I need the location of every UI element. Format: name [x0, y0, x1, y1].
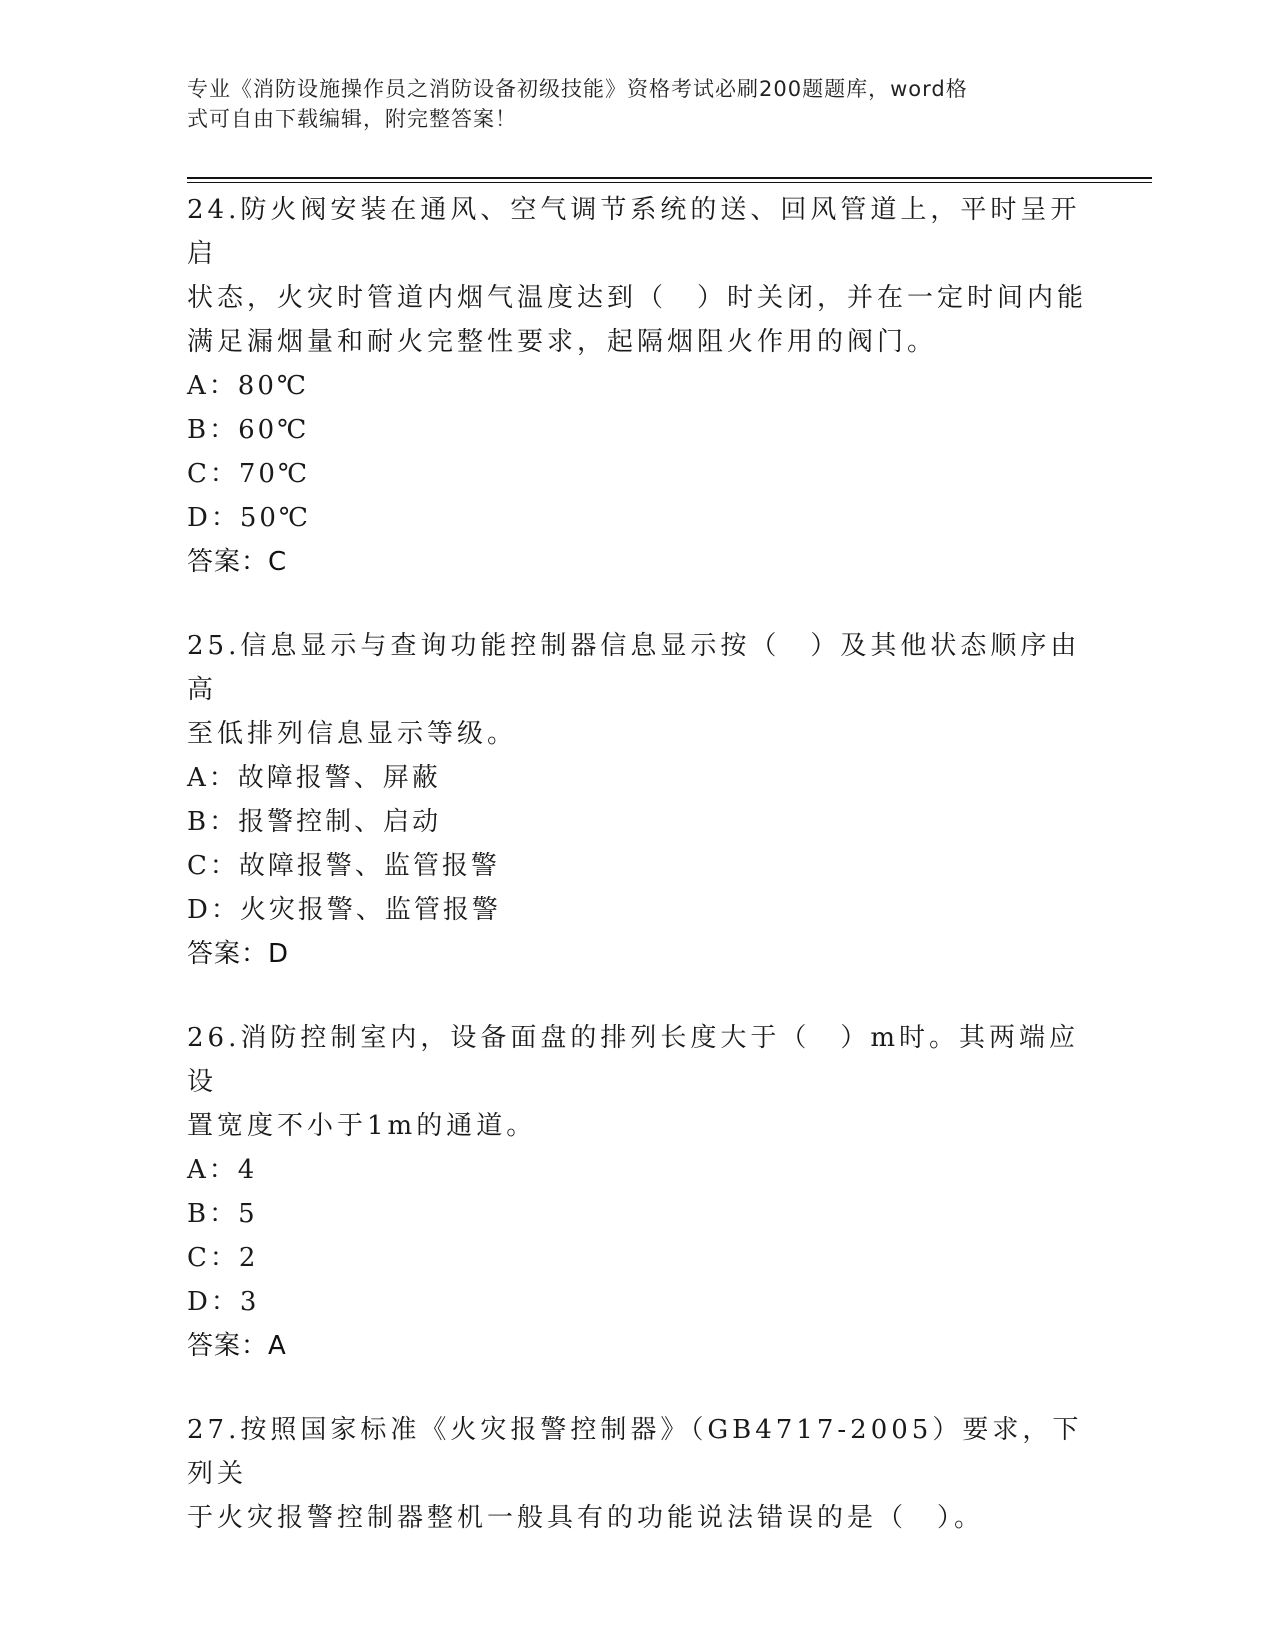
question-26: [187, 1016, 1087, 1368]
option-c: C：2: [187, 1243, 259, 1273]
stem-line: 状态，火灾时管道内烟气温度达到（ ）时关闭，并在一定时间内能: [187, 283, 1088, 313]
option-b: B：5: [187, 1199, 258, 1229]
stem-line: 满足漏烟量和耐火完整性要求，起隔烟阻火作用的阀门。: [187, 327, 938, 357]
stem-line: 至低排列信息显示等级。: [187, 719, 518, 749]
option-c: C：故障报警、监管报警: [187, 851, 500, 881]
option-b: B：报警控制、启动: [187, 807, 442, 837]
stem-line: 置宽度不小于1m的通道。: [187, 1111, 537, 1141]
option-d: D：火灾报警、监管报警: [187, 895, 501, 925]
header-line-1: 专业《消防设施操作员之消防设备初级技能》资格考试必刷200题题库，word格: [187, 77, 968, 101]
stem-line: 25.信息显示与查询功能控制器信息显示按（ ）及其他状态顺序由高: [187, 631, 1081, 705]
stem-line: 于火灾报警控制器整机一般具有的功能说法错误的是（ ）。: [187, 1503, 985, 1533]
answer: 答案：D: [187, 939, 290, 969]
header-divider-thin: [187, 182, 1152, 183]
stem-line: 24.防火阀安装在通风、空气调节系统的送、回风管道上，平时呈开启: [187, 195, 1081, 269]
stem-line: 26.消防控制室内，设备面盘的排列长度大于（ ）m时。其两端应设: [187, 1023, 1080, 1097]
option-a: A：80℃: [187, 371, 309, 401]
header-line-2: 式可自由下载编辑，附完整答案！: [187, 107, 517, 131]
option-d: D：50℃: [187, 503, 312, 533]
option-a: A：故障报警、屏蔽: [187, 763, 441, 793]
question-27: [187, 1408, 1087, 1540]
question-24: [187, 188, 1087, 584]
question-stem: [187, 1016, 1087, 1148]
question-stem: [187, 624, 1087, 756]
question-list: [187, 188, 1087, 1580]
option-c: C：70℃: [187, 459, 311, 489]
document-header: [187, 74, 1067, 134]
question-stem: [187, 1408, 1087, 1540]
option-a: A：4: [187, 1155, 258, 1185]
answer: 答案：C: [187, 547, 288, 577]
question-stem: [187, 188, 1087, 364]
answer: 答案：A: [187, 1331, 287, 1361]
stem-line: 27.按照国家标准《火灾报警控制器》（GB4717-2005）要求，下列关: [187, 1415, 1083, 1489]
header-divider-thick: [187, 177, 1152, 179]
question-25: [187, 624, 1087, 976]
option-b: B：60℃: [187, 415, 310, 445]
option-d: D：3: [187, 1287, 260, 1317]
